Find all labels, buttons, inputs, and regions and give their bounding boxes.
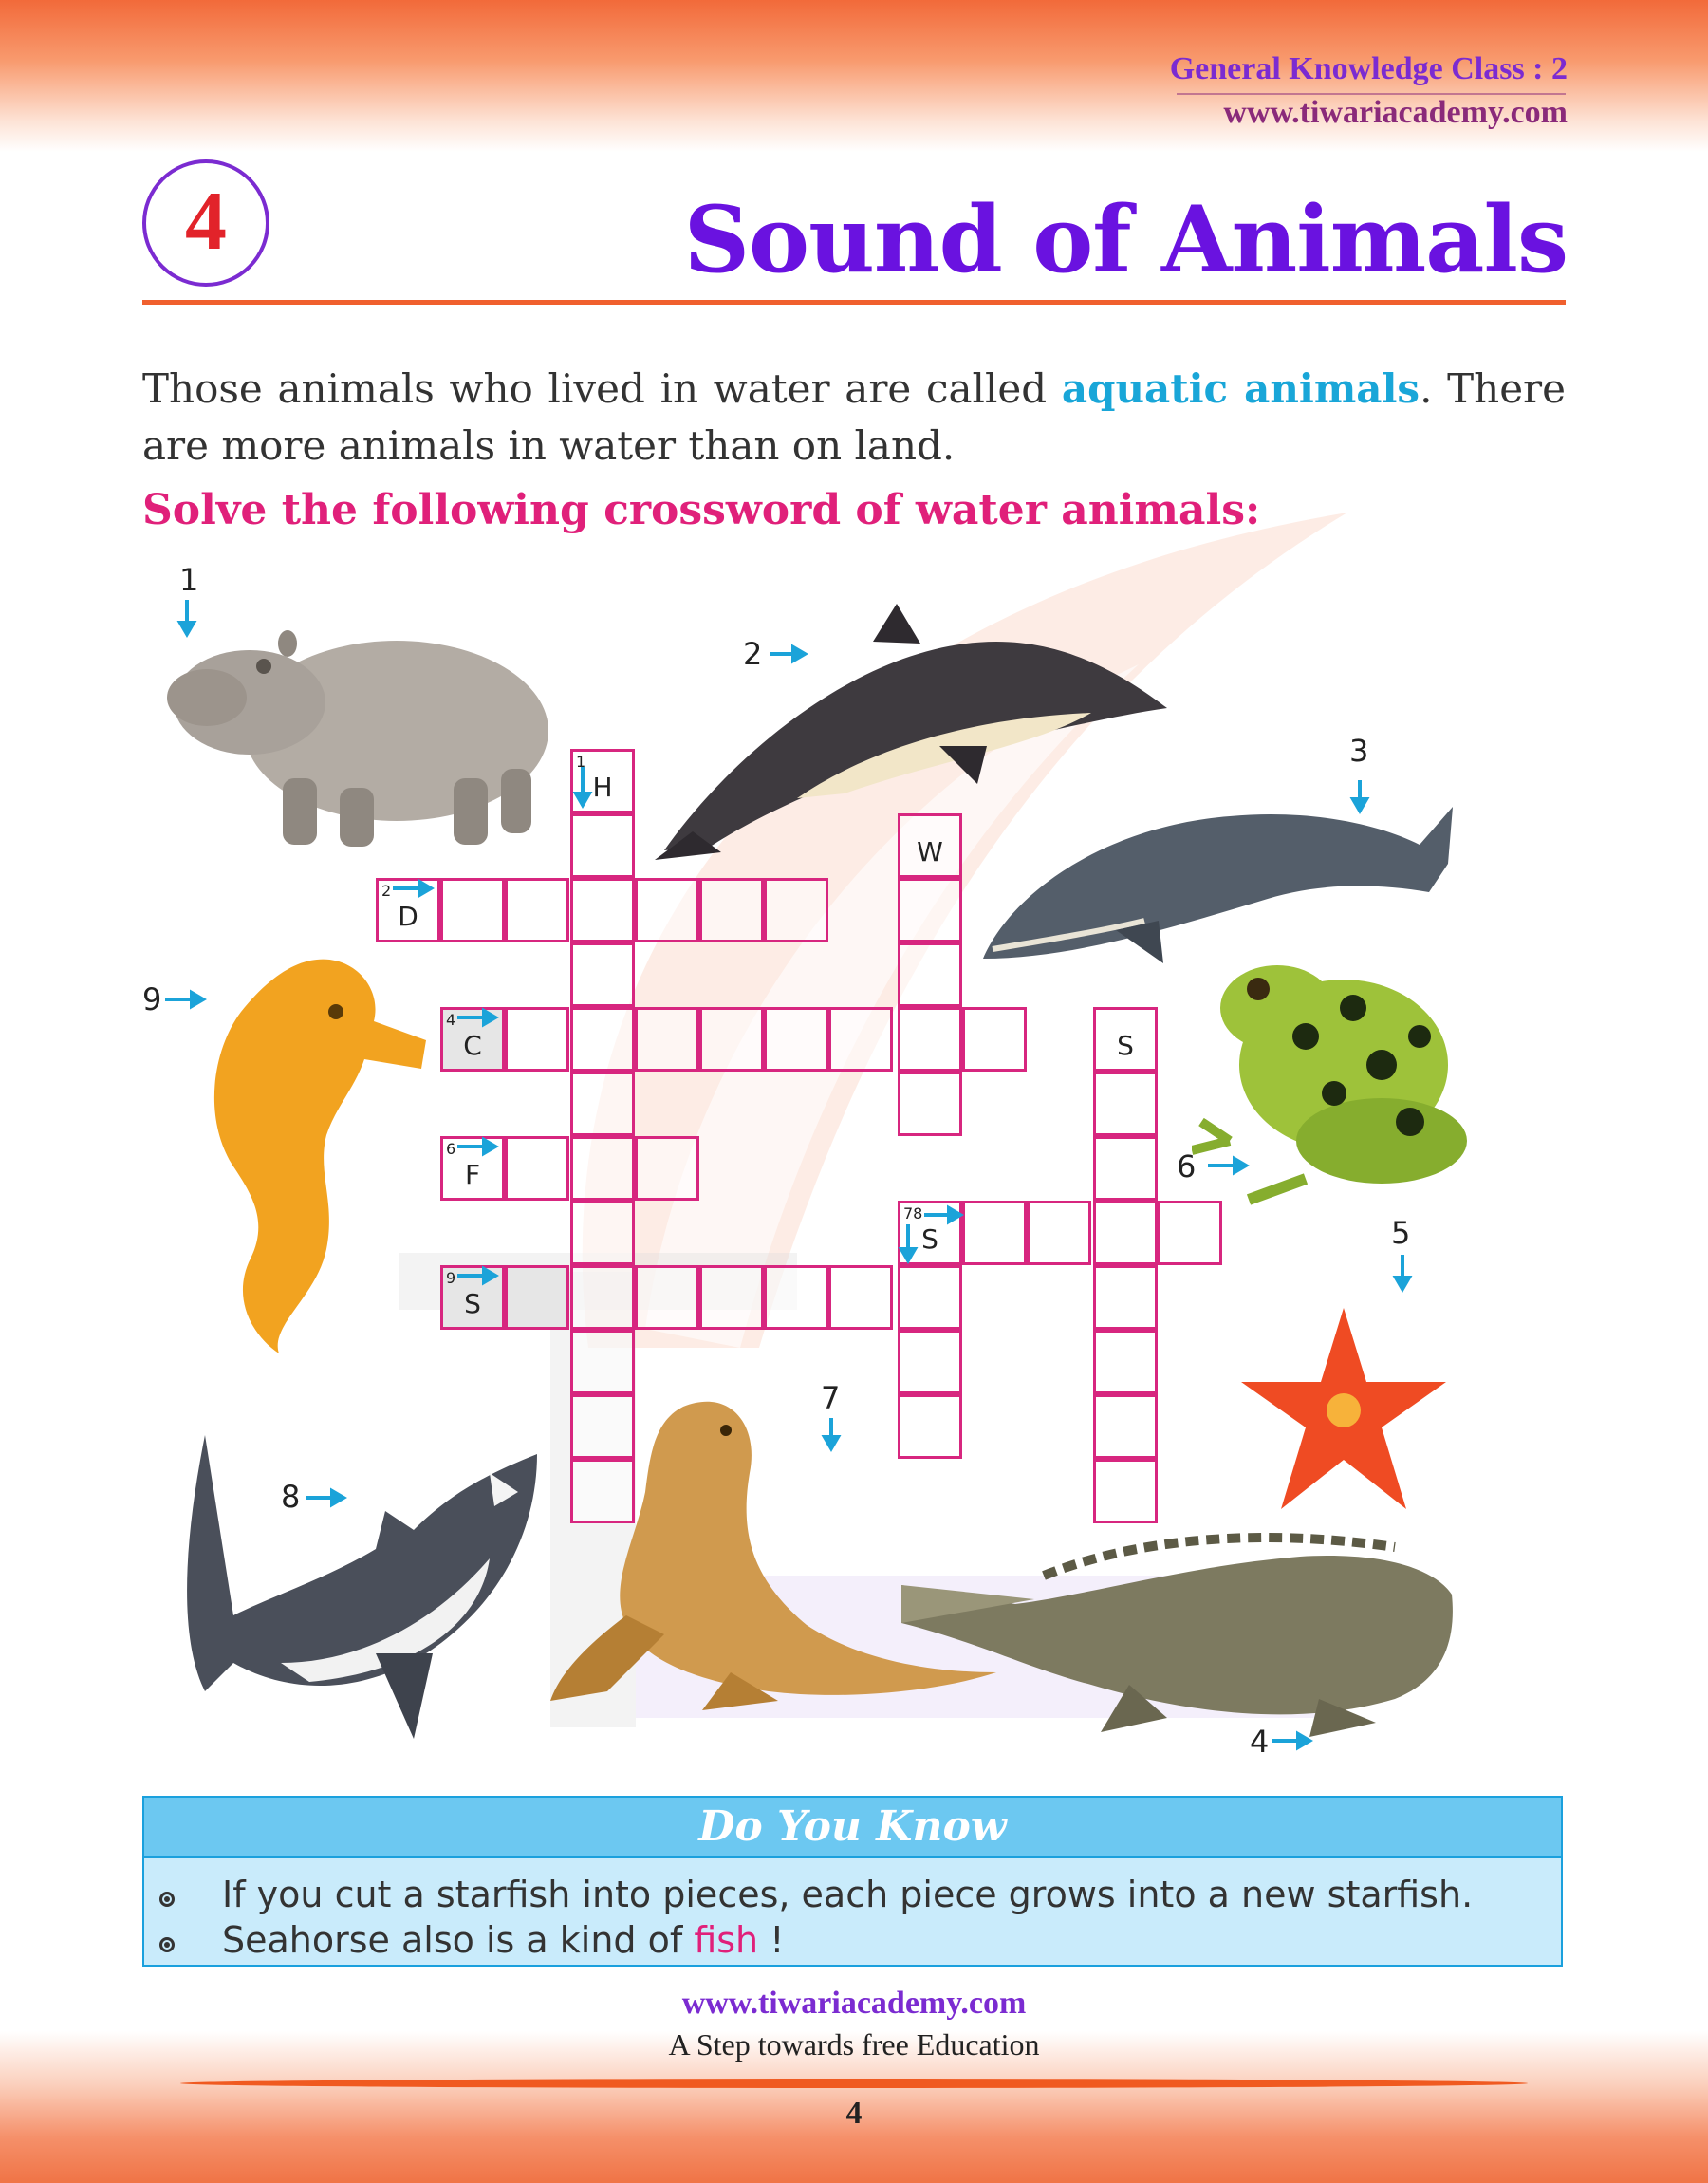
cell-letter: C — [463, 1030, 482, 1061]
arrow-right-icon — [457, 1269, 495, 1282]
arrow-down-icon — [1353, 780, 1366, 811]
arrow-right-icon — [457, 1140, 495, 1153]
arrow-right-icon — [1272, 1734, 1309, 1747]
intro-text-before: Those animals who lived in water are called — [142, 365, 1062, 412]
cell-number: 1 — [576, 753, 586, 771]
header-class-label: General Knowledge Class : 2 — [1169, 51, 1568, 86]
cell-letter: S — [464, 1288, 481, 1319]
picture-label-1: 1 — [179, 562, 199, 598]
arrow-right-icon — [165, 993, 203, 1006]
arrow-right-icon — [306, 1491, 343, 1504]
cell-letter: D — [398, 901, 418, 932]
cell-letter: S — [921, 1223, 938, 1255]
cell-number: 9 — [446, 1269, 456, 1287]
header-website[interactable]: www.tiwariacademy.com — [1223, 95, 1568, 130]
do-you-know-box — [142, 1796, 1563, 1967]
arrow-down-icon — [825, 1418, 838, 1448]
intro-highlight: aquatic animals — [1061, 365, 1420, 412]
do-you-know-heading: Do You Know — [144, 1798, 1561, 1858]
bullet-icon — [159, 1892, 175, 1907]
arrow-down-icon — [1396, 1255, 1409, 1289]
picture-label-5: 5 — [1391, 1215, 1411, 1251]
cell-letter: W — [917, 836, 943, 868]
bullet-icon — [159, 1937, 175, 1952]
fact-seahorse-before: Seahorse also is a kind of — [222, 1919, 695, 1961]
arrow-right-icon — [924, 1208, 960, 1222]
cell-letter: F — [464, 1159, 481, 1190]
arrow-down-icon — [901, 1224, 915, 1260]
arrow-right-icon — [1208, 1159, 1246, 1172]
footer-tagline: A Step towards free Education — [668, 2027, 1040, 2062]
fact-seahorse-highlight: fish — [694, 1919, 759, 1961]
arrow-right-icon — [393, 882, 431, 895]
picture-label-3: 3 — [1349, 733, 1369, 769]
cell-number: 2 — [381, 882, 392, 900]
chapter-number-badge: 4 — [142, 159, 269, 287]
arrow-right-icon — [457, 1011, 495, 1024]
picture-label-4: 4 — [1250, 1724, 1270, 1760]
picture-label-8: 8 — [281, 1479, 301, 1515]
picture-label-9: 9 — [142, 981, 162, 1017]
fact-starfish: If you cut a starfish into pieces, each piece grows into a new starfish. — [222, 1874, 1474, 1915]
footer-website[interactable]: www.tiwariacademy.com — [681, 1986, 1027, 2021]
picture-label-2: 2 — [743, 636, 763, 672]
picture-label-7: 7 — [821, 1380, 841, 1416]
picture-label-6: 6 — [1177, 1148, 1197, 1185]
cell-letter: S — [1117, 1030, 1134, 1061]
arrow-down-icon — [180, 600, 194, 634]
arrow-down-icon — [576, 767, 589, 805]
cell-number: 4 — [446, 1011, 456, 1029]
cell-number: 78 — [903, 1204, 923, 1222]
arrow-right-icon — [770, 647, 805, 661]
footer-divider — [180, 2079, 1528, 2088]
fact-seahorse-after: ! — [758, 1919, 785, 1961]
cell-letter: H — [592, 772, 613, 803]
crossword-instruction: Solve the following crossword of water animals: — [142, 486, 1261, 534]
fact-seahorse — [222, 1919, 784, 1961]
page-number: 4 — [845, 2096, 863, 2131]
intro-text-after: . There are more animals in water than on land. — [142, 365, 1566, 469]
page-title: Sound of Animals — [683, 186, 1568, 293]
cell-number: 6 — [446, 1140, 456, 1158]
